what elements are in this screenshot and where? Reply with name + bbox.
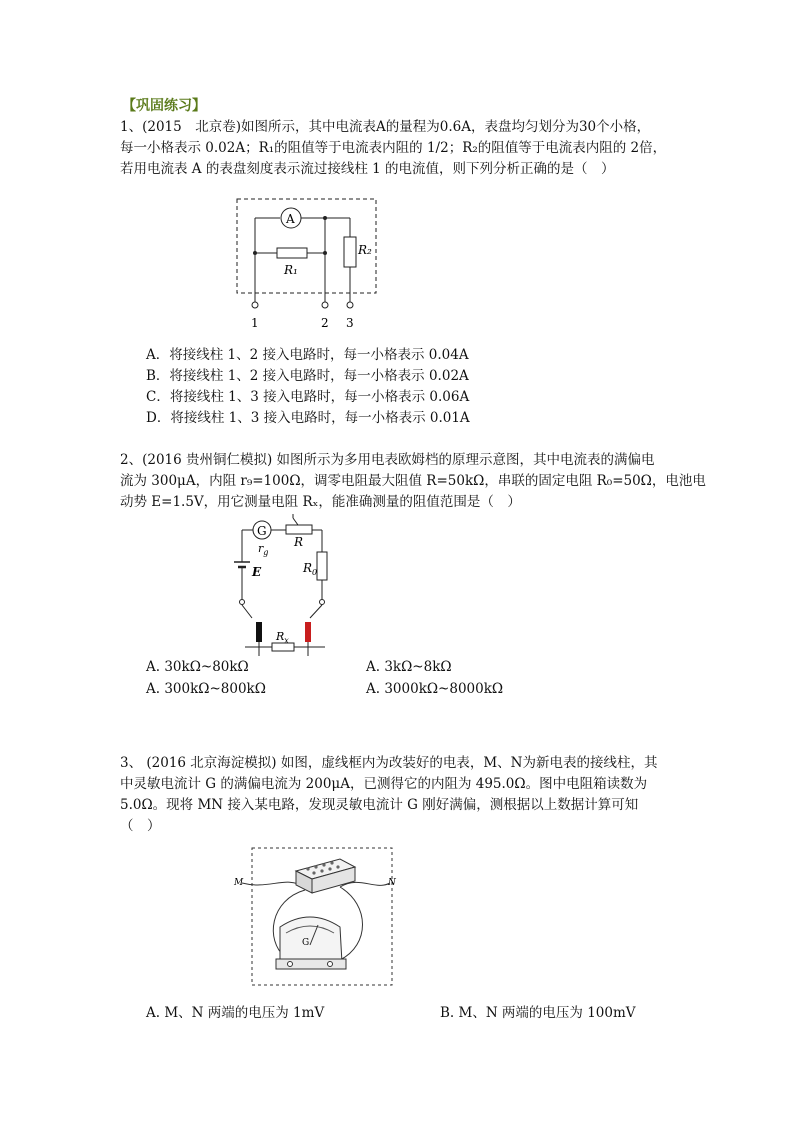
terminal-3 bbox=[347, 302, 353, 308]
r0-label: $R_0$ bbox=[303, 561, 318, 577]
q2-line3: 动势 E=1.5V，用它测量电阻 Rₓ，能准确测量的阻值范围是（ ） bbox=[120, 494, 521, 510]
q2-ohmmeter-diagram bbox=[230, 514, 340, 659]
galvanometer-label: G bbox=[257, 524, 267, 538]
q3-line4: （ ） bbox=[120, 818, 161, 834]
r-slider bbox=[293, 514, 298, 525]
r-label: R bbox=[294, 535, 304, 549]
q3-option-b: B. M、N 两端的电压为 100mV bbox=[440, 1005, 636, 1021]
r1-resistor bbox=[277, 248, 307, 258]
q1-option-c: C．将接线柱 1、3 接入电路时，每一小格表示 0.06A bbox=[146, 389, 470, 405]
rx-label: $R_x$ bbox=[276, 630, 289, 645]
q1-line2: 每一小格表示 0.02A；R₁的阻值等于电流表内阻的 1/2；R₂的阻值等于电流表内阻的 2倍， bbox=[120, 140, 667, 156]
section-title: 【巩固练习】 bbox=[122, 98, 206, 114]
q1-line3: 若用电流表 A 的表盘刻度表示流过接线柱 1 的电流值，则下列分析正确的是（ ） bbox=[120, 161, 615, 177]
q1-option-a: A．将接线柱 1、2 接入电路时，每一小格表示 0.04A bbox=[146, 347, 469, 363]
terminal-m-label: M bbox=[234, 878, 244, 888]
q2-line1: 2、(2016 贵州铜仁模拟) 如图所示为多用电表欧姆档的原理示意图，其中电流表的满偏电 bbox=[120, 452, 655, 468]
q2-option-2: A. 3kΩ~8kΩ bbox=[366, 659, 452, 675]
q3-line1: 3、 (2016 北京海淀模拟) 如图，虚线框内为改装好的电表，M、N为新电表的接线柱，其 bbox=[120, 755, 658, 771]
q1-circuit-diagram bbox=[230, 192, 385, 337]
q3-option-a: A. M、N 两端的电压为 1mV bbox=[146, 1005, 325, 1021]
r1-label: R₁ bbox=[284, 263, 298, 277]
q2-line2: 流为 300μA，内阻 r₉=100Ω，调零电阻最大阻值 R=50kΩ，串联的固定电阻 R₀=50Ω，电池电 bbox=[120, 473, 706, 489]
q3-modified-meter-photo bbox=[230, 845, 405, 990]
r-resistor bbox=[286, 525, 312, 534]
q2-option-1: A. 30kΩ~80kΩ bbox=[146, 659, 249, 675]
terminal-3-label: 3 bbox=[346, 316, 354, 330]
terminal-2 bbox=[322, 302, 328, 308]
q1-line1: 1、(2015 北京卷)如图所示，其中电流表A的量程为0.6A，表盘均匀划分为30个小格， bbox=[120, 119, 651, 135]
q3-line3: 5.0Ω。现将 MN 接入某电路，发现灵敏电流计 G 刚好满偏，测根据以上数据计算可知 bbox=[120, 797, 639, 813]
r0-resistor bbox=[317, 552, 327, 580]
r2-resistor bbox=[344, 237, 356, 267]
ammeter-label: A bbox=[286, 212, 295, 226]
q1-option-d: D．将接线柱 1、3 接入电路时，每一小格表示 0.01A bbox=[146, 410, 470, 426]
q2-option-4: A. 3000kΩ~8000kΩ bbox=[366, 681, 504, 697]
galvanometer-label: G bbox=[302, 938, 310, 948]
rx-resistor bbox=[272, 643, 294, 651]
q1-option-b: B．将接线柱 1、2 接入电路时，每一小格表示 0.02A bbox=[146, 368, 469, 384]
terminal-n-label: N bbox=[388, 878, 396, 888]
q3-line2: 中灵敏电流计 G 的满偏电流为 200μA，已测得它的内阻为 495.0Ω。图中电阻箱读数为 bbox=[120, 776, 648, 792]
rg-label: $r_g$ bbox=[258, 542, 269, 557]
terminal-2-label: 2 bbox=[321, 316, 329, 330]
terminal-1-label: 1 bbox=[251, 316, 259, 330]
q2-option-3: A. 300kΩ~800kΩ bbox=[146, 681, 266, 697]
r2-label: R₂ bbox=[358, 243, 372, 257]
galvanometer-case bbox=[280, 917, 342, 963]
emf-label: E bbox=[252, 565, 262, 579]
terminal-1 bbox=[252, 302, 258, 308]
